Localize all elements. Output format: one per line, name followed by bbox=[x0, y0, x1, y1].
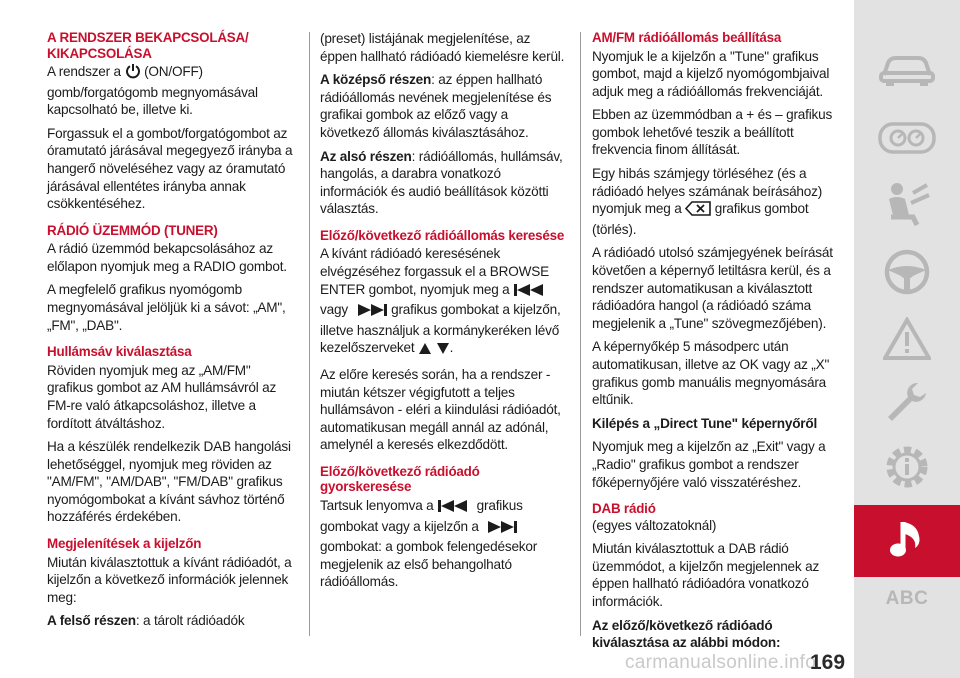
sidebar-item-technical[interactable] bbox=[854, 438, 960, 500]
paragraph-preset: (preset) listájának megjelenítése, az éppen hallható rádióadó kiemelésre kerül. bbox=[320, 31, 565, 64]
prev-track-icon bbox=[437, 499, 473, 518]
gauge-icon bbox=[878, 122, 936, 159]
music-note-icon bbox=[887, 516, 927, 567]
paragraph-am-fm: Röviden nyomjuk meg az „AM/FM" grafikus gombot az AM hullámsávról az FM-re való átkapcsoláshoz, illetve a fordított átváltáshoz. bbox=[47, 362, 277, 431]
watermark: carmanualsonline.info bbox=[625, 652, 817, 673]
warning-triangle-icon bbox=[883, 317, 931, 366]
car-icon bbox=[878, 53, 936, 92]
next-track-icon bbox=[352, 303, 388, 322]
sidebar-item-index[interactable] bbox=[854, 582, 960, 616]
paragraph-screen-timeout: A képernyőkép 5 másodperc után automatikusan, illetve az OK vagy az „X" grafikus gomb manuális megnyomására eltűnik. bbox=[592, 339, 830, 408]
paragraph-fine-tune: Ebben az üzemmódban a + és – grafikus gombok lehetővé teszik a beállított frekvencia finom állítását. bbox=[592, 107, 833, 158]
wrench-icon bbox=[884, 379, 930, 430]
paragraph-dab: Ha a készülék rendelkezik DAB hangolási lehetőséggel, nyomjuk meg röviden az "AM/FM", "AM/DAB", "FM/DAB" grafikus nyomógombokat a kívánt sávhoz történő hozzáférés érdekében. bbox=[47, 439, 291, 525]
paragraph-exit-direct-tune: Kilépés a „Direct Tune" képernyőről bbox=[592, 415, 818, 431]
chapter-sidebar bbox=[854, 0, 960, 678]
sidebar-item-car[interactable] bbox=[854, 44, 960, 100]
paragraph-middle-part: A középső részen: az éppen hallható rádióállomás nevének megjelenítése és grafikai gombok az előző vagy a következő állomás kiválasztásához. bbox=[320, 72, 552, 140]
paragraph-display-info: Miután kiválasztottuk a kívánt rádióadót, a kijelzőn a következő információk jelennek meg: bbox=[47, 554, 292, 605]
next-track-icon bbox=[482, 520, 518, 539]
column-1 bbox=[47, 30, 299, 636]
column-2 bbox=[320, 30, 570, 597]
page-number: 169 bbox=[810, 651, 846, 674]
column-divider-2 bbox=[580, 32, 581, 636]
paragraph-volume: Forgassuk el a gombot/forgatógombot az óramutató járásával megegyező irányba a hangerő növeléséhez vagy az óramutató járásával ellentétes irányba annak csökkentéséhez. bbox=[47, 125, 293, 212]
paragraph-fast-search: Tartsuk lenyomva a grafikus gombokat vagy a kijelzőn a gombokat: a gombok felengedésekor megjelenik az első behangolható rádióállomás. bbox=[320, 497, 538, 590]
paragraph-dab-versions: (egyes változatoknál) bbox=[592, 517, 717, 533]
sidebar-item-multimedia[interactable] bbox=[854, 505, 960, 577]
paragraph-forward-search: Az előre keresés során, ha a rendszer - miután kétszer végigfutott a teljes hullámsávon - eléri a kiindulási rádióadót, automatikusan megáll annál az adónál, amelynél a keresés elkezdődött. bbox=[320, 367, 561, 453]
steering-wheel-icon bbox=[883, 248, 931, 301]
paragraph-dab-info: Miután kiválasztottuk a DAB rádió üzemmódot, a kijelzőn megjelennek az éppen hallható rádióadóra vonatkozó információk. bbox=[592, 541, 820, 610]
column-divider-1 bbox=[309, 32, 310, 636]
paragraph-top-part: A felső részen: a tárolt rádióadók bbox=[47, 613, 245, 629]
paragraph-band-select: A megfelelő grafikus nyomógomb megnyomásával jelöljük ki a sávot: „AM", „FM", „DAB". bbox=[47, 282, 286, 333]
paragraph-search: A kívánt rádióadó keresésének elvégzéséhez forgassuk el a BROWSE ENTER gombot, nyomjuk meg a vagy grafikus gombokat a kijelzőn, illetve használjuk a kormánykeréken lévő kezelőszerveket . bbox=[320, 245, 570, 360]
sidebar-item-maintenance[interactable] bbox=[854, 374, 960, 434]
paragraph-last-digit: A rádióadó utolsó számjegyének beírását követően a képernyő letiltásra kerül, és a rendszer automatikusan a kiválasztott rádióadóra hangol (a rádióadó száma megjelenik a „Tune" szövegmezőjében). bbox=[592, 245, 833, 331]
heading-search: Előző/következő rádióállomás keresése bbox=[320, 227, 565, 243]
backspace-icon bbox=[685, 201, 711, 221]
paragraph-radio-mode: A rádió üzemmód bekapcsolásához az előlapon nyomjuk meg a RADIO gombot. bbox=[47, 241, 287, 274]
index-label: ABC bbox=[885, 588, 929, 609]
heading-on-off: A RENDSZER BEKAPCSOLÁSA/ KIKAPCSOLÁSA bbox=[47, 30, 249, 61]
info-gear-icon bbox=[882, 442, 932, 497]
arrow-down-icon bbox=[436, 342, 450, 360]
sidebar-item-safety[interactable] bbox=[854, 176, 960, 236]
paragraph-on-off: A rendszer a (ON/OFF) gomb/forgatógomb megnyomásával kapcsolható be, illetve ki. bbox=[47, 64, 258, 118]
heading-fast-search: Előző/következő rádióadó gyorskeresése bbox=[320, 463, 480, 495]
power-icon bbox=[125, 63, 141, 84]
arrow-up-icon bbox=[418, 342, 432, 360]
heading-band: Hullámsáv kiválasztása bbox=[47, 344, 192, 360]
sidebar-item-dashboard[interactable] bbox=[854, 112, 960, 168]
heading-dab: DAB rádió bbox=[592, 501, 656, 517]
paragraph-delete-digit: Egy hibás számjegy törléséhez (és a rádióadó helyes számának beírásához) nyomjuk meg a grafikus gombot (törlés). bbox=[592, 166, 823, 237]
paragraph-dab-select: Az előző/következő rádióadó kiválasztása az alábbi módon: bbox=[592, 617, 781, 651]
heading-tuner: RÁDIÓ ÜZEMMÓD (TUNER) bbox=[47, 222, 218, 238]
paragraph-bottom-part: Az alsó részen: rádióállomás, hullámsáv, hangolás, a darabra vonatkozó információk és audió beállítások közötti választás. bbox=[320, 148, 563, 217]
seatbelt-person-icon bbox=[883, 181, 931, 232]
column-3 bbox=[592, 30, 840, 658]
heading-amfm-tune: AM/FM rádióállomás beállítása bbox=[592, 30, 782, 45]
prev-track-icon bbox=[513, 283, 549, 302]
paragraph-exit: Nyomjuk meg a kijelzőn az „Exit" vagy a „Radio" grafikus gombot a rendszer főképernyőjére való visszatéréshez. bbox=[592, 439, 826, 490]
paragraph-tune: Nyomjuk le a kijelzőn a "Tune" grafikus gombot, majd a kijelző nyomógombjaival adjuk meg a rádióállomás frekvenciáját. bbox=[592, 48, 830, 99]
sidebar-item-driving[interactable] bbox=[854, 244, 960, 304]
sidebar-item-warnings[interactable] bbox=[854, 312, 960, 370]
heading-display: Megjelenítések a kijelzőn bbox=[47, 536, 202, 552]
